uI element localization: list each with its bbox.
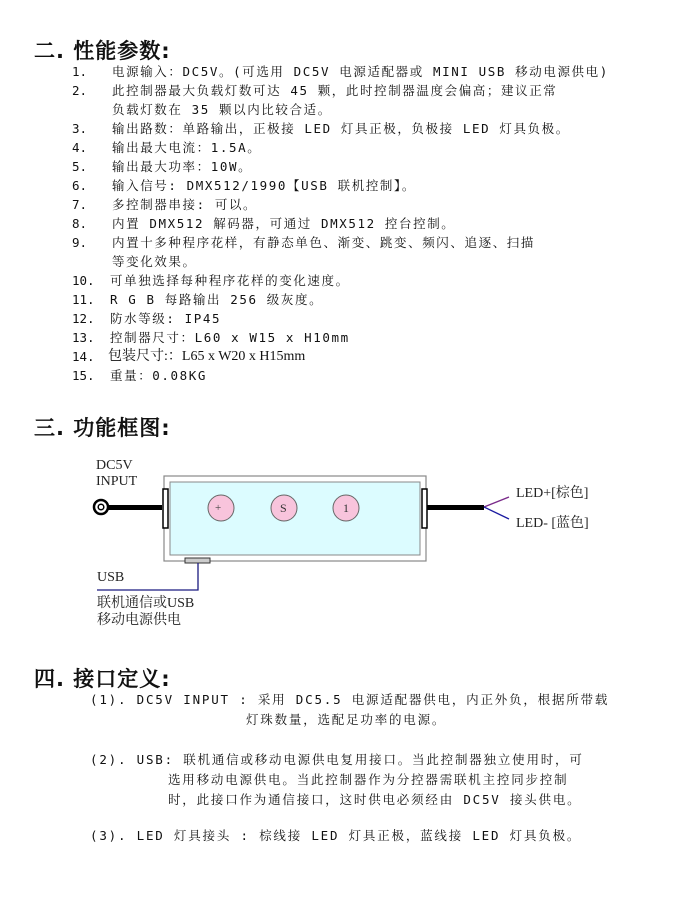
usb-desc-2: 移动电源供电 bbox=[97, 613, 181, 628]
controller-board bbox=[170, 482, 420, 555]
section-heading-diagram: 三. 功能框图: bbox=[34, 416, 171, 440]
dc-input-label-1: DC5V bbox=[96, 458, 133, 473]
wire-minus bbox=[484, 507, 509, 519]
dc-jack-icon bbox=[94, 500, 162, 514]
output-cable bbox=[427, 505, 484, 510]
usb-label: USB bbox=[97, 570, 125, 585]
led-plus-label: LED+[棕色] bbox=[516, 486, 589, 501]
section-heading-interface: 四. 接口定义: bbox=[34, 667, 171, 691]
left-connector bbox=[163, 489, 168, 528]
wire-plus bbox=[484, 497, 509, 507]
dc-input-label-2: INPUT bbox=[96, 474, 138, 489]
right-connector bbox=[422, 489, 427, 528]
led-minus-label: LED- [蓝色] bbox=[516, 516, 589, 531]
button-label-plus: + bbox=[215, 502, 222, 514]
section-heading-specs: 二. 性能参数: bbox=[34, 39, 171, 63]
usb-port bbox=[185, 558, 210, 563]
usb-desc-1: 联机通信或USB bbox=[97, 596, 195, 611]
button-label-1: 1 bbox=[343, 501, 349, 515]
button-label-s: S bbox=[280, 501, 287, 515]
